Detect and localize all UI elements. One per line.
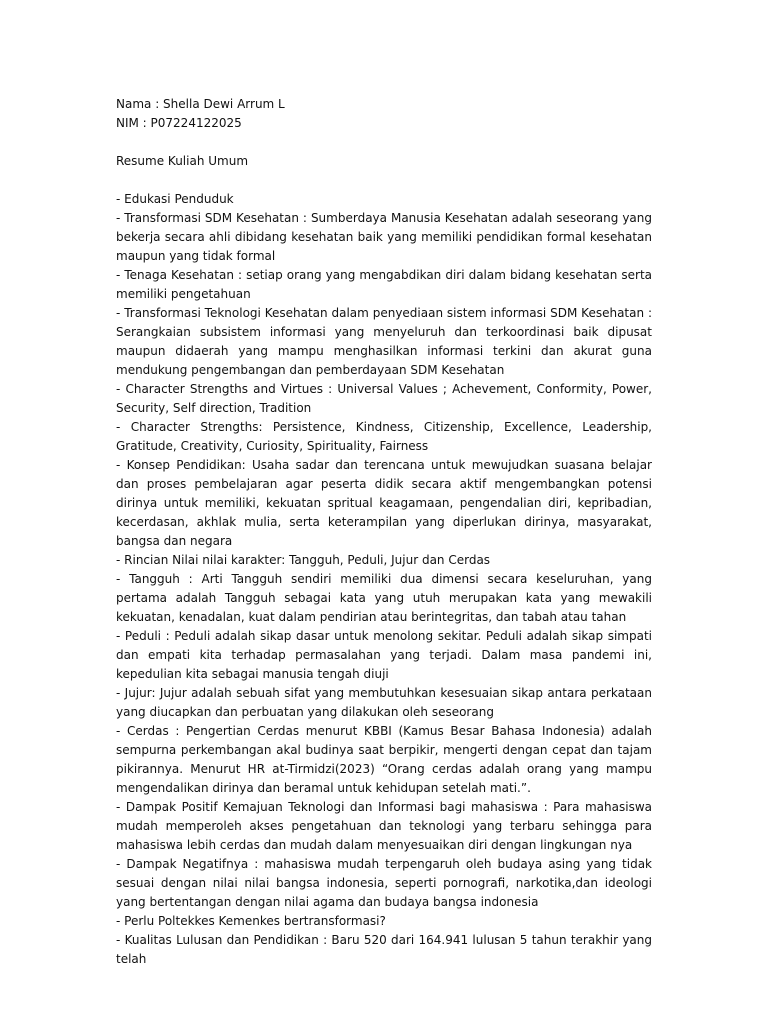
paragraph: - Jujur: Jujur adalah sebuah sifat yang membutuhkan kesesuaian sikap antara perkataan yang diucapkan dan perbuatan yang dilakukan oleh seseorang	[116, 686, 652, 719]
paragraph: - Cerdas : Pengertian Cerdas menurut KBBI (Kamus Besar Bahasa Indonesia) adalah sempurna perkembangan akal budinya saat berpikir, mengerti dengan cepat dan tajam pikirannya. Menurut HR at-Tirmidzi(2023) “Orang cerdas adalah orang yang mampu mengendalikan dirinya dan beramal untuk kehidupan setelah mati.”.	[116, 724, 652, 795]
paragraph: - Character Strengths and Virtues : Universal Values ; Achevement, Conformity, Power, Security, Self direction, Tradition	[116, 382, 652, 415]
student-name: Nama : Shella Dewi Arrum L	[116, 97, 285, 111]
document-body	[116, 95, 652, 969]
paragraph: - Edukasi Penduduk	[116, 192, 234, 206]
paragraph: - Character Strengths: Persistence, Kindness, Citizenship, Excellence, Leadership, Gratitude, Creativity, Curiosity, Spirituality, Fairness	[116, 420, 652, 453]
document-title: Resume Kuliah Umum	[116, 154, 249, 168]
paragraph: - Dampak Positif Kemajuan Teknologi dan Informasi bagi mahasiswa : Para mahasiswa mudah memperoleh akses pengetahuan dan teknologi yang terbaru sehingga para mahasiswa lebih cerdas dan mudah dalam menyesuaikan diri dengan lingkungan nya	[116, 800, 652, 852]
spacer	[116, 171, 652, 190]
paragraph: - Tangguh : Arti Tangguh sendiri memiliki dua dimensi secara keseluruhan, yang pertama adalah Tangguh sebagai kata yang utuh merupakan kata yang mewakili kekuatan, kenadalan, kuat dalam pendirian atau berintegritas, dan tabah atau tahan	[116, 572, 652, 624]
paragraph: - Peduli : Peduli adalah sikap dasar untuk menolong sekitar. Peduli adalah sikap simpati dan empati kita terhadap permasalahan yang terjadi. Dalam masa pandemi ini, kepedulian kita sebagai manusia tengah diuji	[116, 629, 652, 681]
paragraph: - Transformasi Teknologi Kesehatan dalam penyediaan sistem informasi SDM Kesehatan : Serangkaian subsistem informasi yang menyeluruh dan terkoordinasi baik dipusat maupun didaerah yang mampu menghasilkan informasi terkini dan akurat guna mendukung pengembangan dan pemberdayaan SDM Kesehatan	[116, 306, 652, 377]
paragraph: - Tenaga Kesehatan : setiap orang yang mengabdikan diri dalam bidang kesehatan serta memiliki pengetahuan	[116, 268, 652, 301]
student-nim: NIM : P07224122025	[116, 116, 242, 130]
paragraph: - Konsep Pendidikan: Usaha sadar dan terencana untuk mewujudkan suasana belajar dan proses pembelajaran agar peserta didik secara aktif mengembangkan potensi dirinya untuk memiliki, kekuatan spritual keagamaan, pengendalian diri, kepribadian, kecerdasan, akhlak mulia, serta keterampilan yang diperlukan dirinya, masyarakat, bangsa dan negara	[116, 458, 652, 548]
paragraph: - Rincian Nilai nilai karakter: Tangguh, Peduli, Jujur dan Cerdas	[116, 553, 491, 567]
paragraph-list	[116, 190, 652, 969]
paragraph: - Transformasi SDM Kesehatan : Sumberdaya Manusia Kesehatan adalah seseorang yang bekerja secara ahli dibidang kesehatan baik yang memiliki pendidikan formal kesehatan maupun yang tidak formal	[116, 211, 652, 263]
paragraph: - Dampak Negatifnya : mahasiswa mudah terpengaruh oleh budaya asing yang tidak sesuai dengan nilai nilai bangsa indonesia, seperti pornografi, narkotika,dan ideologi yang bertentangan dengan nilai agama dan budaya bangsa indonesia	[116, 857, 652, 909]
paragraph: - Kualitas Lulusan dan Pendidikan : Baru 520 dari 164.941 lulusan 5 tahun terakhir yang telah	[116, 933, 652, 966]
spacer	[116, 133, 652, 152]
paragraph: - Perlu Poltekkes Kemenkes bertransformasi?	[116, 914, 386, 928]
